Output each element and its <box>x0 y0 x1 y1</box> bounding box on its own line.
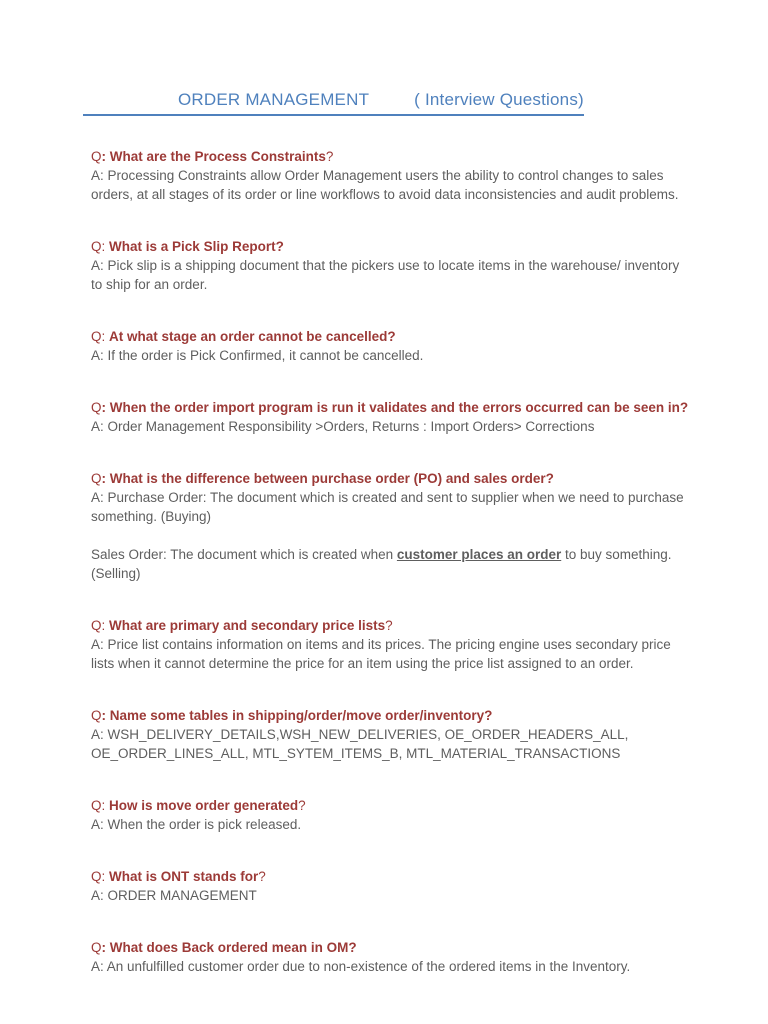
answer-segment: A: WSH_DELIVERY_DETAILS,WSH_NEW_DELIVERIES, OE_ORDER_HEADERS_ALL, OE_ORDER_LINES_ALL, MTL_SYTEM_ITEMS_B, MTL_MATERIAL_TRANSACTIONS <box>91 727 629 761</box>
answer-block <box>91 256 693 294</box>
question-colon: : <box>101 798 110 813</box>
question-mark: ? <box>545 471 554 486</box>
question-mark: ? <box>484 708 493 723</box>
answer-segment: A: Price list contains information on items and its prices. The pricing engine uses secondary price lists when it cannot determine the price for an item using the price list assigned to an order. <box>91 637 671 671</box>
question-mark: ? <box>348 940 357 955</box>
answer-segment: Sales Order: The document which is created when <box>91 547 397 562</box>
answer-segment: A: When the order is pick released. <box>91 817 302 832</box>
qa-item <box>91 398 693 436</box>
question-text: What is the difference between purchase order (PO) and sales order <box>109 471 546 486</box>
answer-block <box>91 346 693 365</box>
question-text: What are primary and secondary price lists <box>109 618 386 633</box>
question-text: Name some tables in shipping/order/move order/inventory <box>109 708 485 723</box>
question-colon: : <box>101 940 110 955</box>
question-line <box>91 237 693 256</box>
question-mark: ? <box>275 239 284 254</box>
question-line <box>91 867 693 886</box>
answer-segment: customer places an order <box>396 547 562 562</box>
question-text: When the order import program is run it validates and the errors occurred can be seen in <box>109 400 680 415</box>
answer-paragraph <box>91 256 693 294</box>
document-title-row <box>0 0 768 116</box>
question-text: What are the Process Constraints <box>109 149 326 164</box>
answer-block <box>91 725 693 763</box>
answer-segment: A: ORDER MANAGEMENT <box>91 888 257 903</box>
question-colon: : <box>101 708 110 723</box>
question-line <box>91 706 693 725</box>
question-line <box>91 469 693 488</box>
title-mid-space <box>369 104 414 105</box>
question-colon: : <box>101 471 110 486</box>
answer-paragraph <box>91 886 693 905</box>
question-prefix: Q <box>91 708 102 723</box>
title-main: ORDER MANAGEMENT <box>178 90 370 109</box>
qa-item <box>91 616 693 673</box>
question-line <box>91 938 693 957</box>
qa-item <box>91 938 693 976</box>
answer-paragraph <box>91 417 693 436</box>
question-prefix: Q <box>91 149 102 164</box>
qa-list <box>91 147 693 976</box>
question-prefix: Q <box>91 798 102 813</box>
question-prefix: Q <box>91 471 102 486</box>
qa-item <box>91 147 693 204</box>
qa-item <box>91 796 693 834</box>
question-mark: ? <box>298 798 306 813</box>
question-mark: ? <box>679 400 689 415</box>
qa-item <box>91 867 693 905</box>
answer-block <box>91 635 693 673</box>
answer-block <box>91 417 693 436</box>
question-line <box>91 616 693 635</box>
answer-paragraph <box>91 545 693 583</box>
answer-paragraph <box>91 346 693 365</box>
answer-block <box>91 166 693 204</box>
question-line <box>91 327 693 346</box>
document-title <box>83 90 584 116</box>
answer-segment: to buy something. (Selling) <box>91 547 672 581</box>
qa-content <box>0 147 700 976</box>
answer-segment: A: Purchase Order: The document which is created and sent to supplier when we need to purchase something. (Buying) <box>91 490 684 524</box>
question-colon: : <box>101 149 110 164</box>
answer-segment: A: Order Management Responsibility >Orders, Returns : Import Orders> Corrections <box>91 419 595 434</box>
question-text: What is ONT stands for <box>109 869 259 884</box>
question-prefix: Q <box>91 329 102 344</box>
question-line <box>91 398 693 417</box>
question-prefix: Q <box>91 618 102 633</box>
question-prefix: Q <box>91 869 102 884</box>
question-colon: : <box>101 329 110 344</box>
answer-paragraph <box>91 815 693 834</box>
question-line <box>91 147 693 166</box>
question-mark: ? <box>385 618 393 633</box>
title-lead-space <box>83 104 178 105</box>
question-colon: : <box>101 239 110 254</box>
answer-segment: A: An unfulfilled customer order due to non-existence of the ordered items in the Inventory. <box>91 959 631 974</box>
question-mark: ? <box>387 329 396 344</box>
question-text: What does Back ordered mean in OM <box>109 940 349 955</box>
question-line <box>91 796 693 815</box>
answer-segment: A: Pick slip is a shipping document that the pickers use to locate items in the warehouse/ inventory to ship for an order. <box>91 258 680 292</box>
answer-segment: A: If the order is Pick Confirmed, it cannot be cancelled. <box>91 348 424 363</box>
question-text: At what stage an order cannot be cancelled <box>109 329 388 344</box>
answer-paragraph <box>91 635 693 673</box>
question-mark: ? <box>258 869 266 884</box>
qa-item <box>91 706 693 763</box>
qa-item <box>91 327 693 365</box>
answer-paragraph <box>91 725 693 763</box>
question-mark: ? <box>325 149 334 164</box>
question-colon: : <box>101 869 110 884</box>
title-subtitle: ( Interview Questions) <box>414 90 584 109</box>
answer-paragraph <box>91 166 693 204</box>
question-text: How is move order generated <box>109 798 299 813</box>
qa-item <box>91 469 693 583</box>
answer-paragraph <box>91 488 693 526</box>
answer-segment: A: Processing Constraints allow Order Management users the ability to control changes to sales orders, at all stages of its order or line workflows to avoid data inconsistencies and audit problems. <box>91 168 679 202</box>
answer-block <box>91 957 693 976</box>
question-prefix: Q <box>91 940 102 955</box>
question-colon: : <box>101 618 110 633</box>
question-prefix: Q <box>91 239 102 254</box>
question-text: What is a Pick Slip Report <box>109 239 276 254</box>
answer-block <box>91 886 693 905</box>
qa-item <box>91 237 693 294</box>
question-colon: : <box>101 400 110 415</box>
answer-block <box>91 488 693 583</box>
question-prefix: Q <box>91 400 102 415</box>
answer-block <box>91 815 693 834</box>
answer-paragraph <box>91 957 693 976</box>
